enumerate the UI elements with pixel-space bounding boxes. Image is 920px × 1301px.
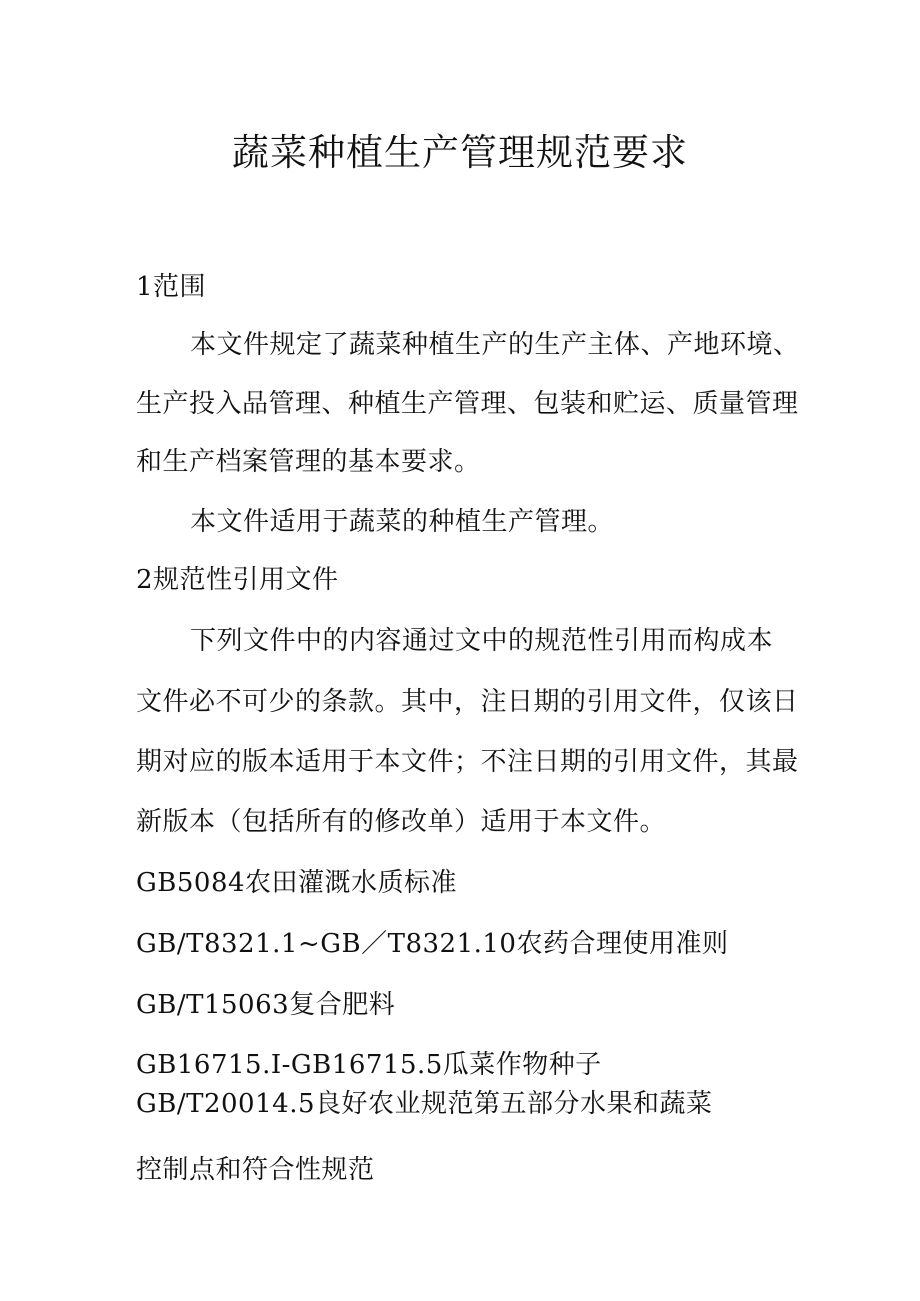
references-paragraph-line-4: 新版本（包括所有的修改单）适用于本文件。 <box>136 807 667 837</box>
scope-paragraph-line-2: 生产投入品管理、种植生产管理、包装和贮运、质量管理 <box>136 389 799 419</box>
scope-paragraph-line-1: 本文件规定了蔬菜种植生产的生产主体、产地环境、 <box>190 330 800 360</box>
references-paragraph-line-3: 期对应的版本适用于本文件；不注日期的引用文件，其最 <box>136 747 799 777</box>
page-title: 蔬菜种植生产管理规范要求 <box>232 131 688 174</box>
section-heading-scope: 1范围 <box>136 272 207 302</box>
scope-paragraph-line-3: 和生产档案管理的基本要求。 <box>136 447 481 477</box>
scope-applicability-paragraph: 本文件适用于蔬菜的种植生产管理。 <box>190 507 615 537</box>
reference-item-continuation: 控制点和符合性规范 <box>136 1155 375 1185</box>
reference-item: GB/T20014.5良好农业规范第五部分水果和蔬菜 <box>136 1089 713 1119</box>
reference-item: GB/T15063复合肥料 <box>136 990 396 1020</box>
references-paragraph-line-1: 下列文件中的内容通过文中的规范性引用而构成本 <box>190 626 774 656</box>
reference-item: GB16715.I-GB16715.5瓜菜作物种子 <box>136 1050 602 1080</box>
section-heading-normative-references: 2规范性引用文件 <box>136 565 339 595</box>
reference-item: GB/T8321.1~GB／T8321.10农药合理使用准则 <box>136 929 729 959</box>
references-paragraph-line-2: 文件必不可少的条款。其中，注日期的引用文件，仅该日 <box>136 687 799 717</box>
reference-item: GB5084农田灌溉水质标准 <box>136 868 458 898</box>
